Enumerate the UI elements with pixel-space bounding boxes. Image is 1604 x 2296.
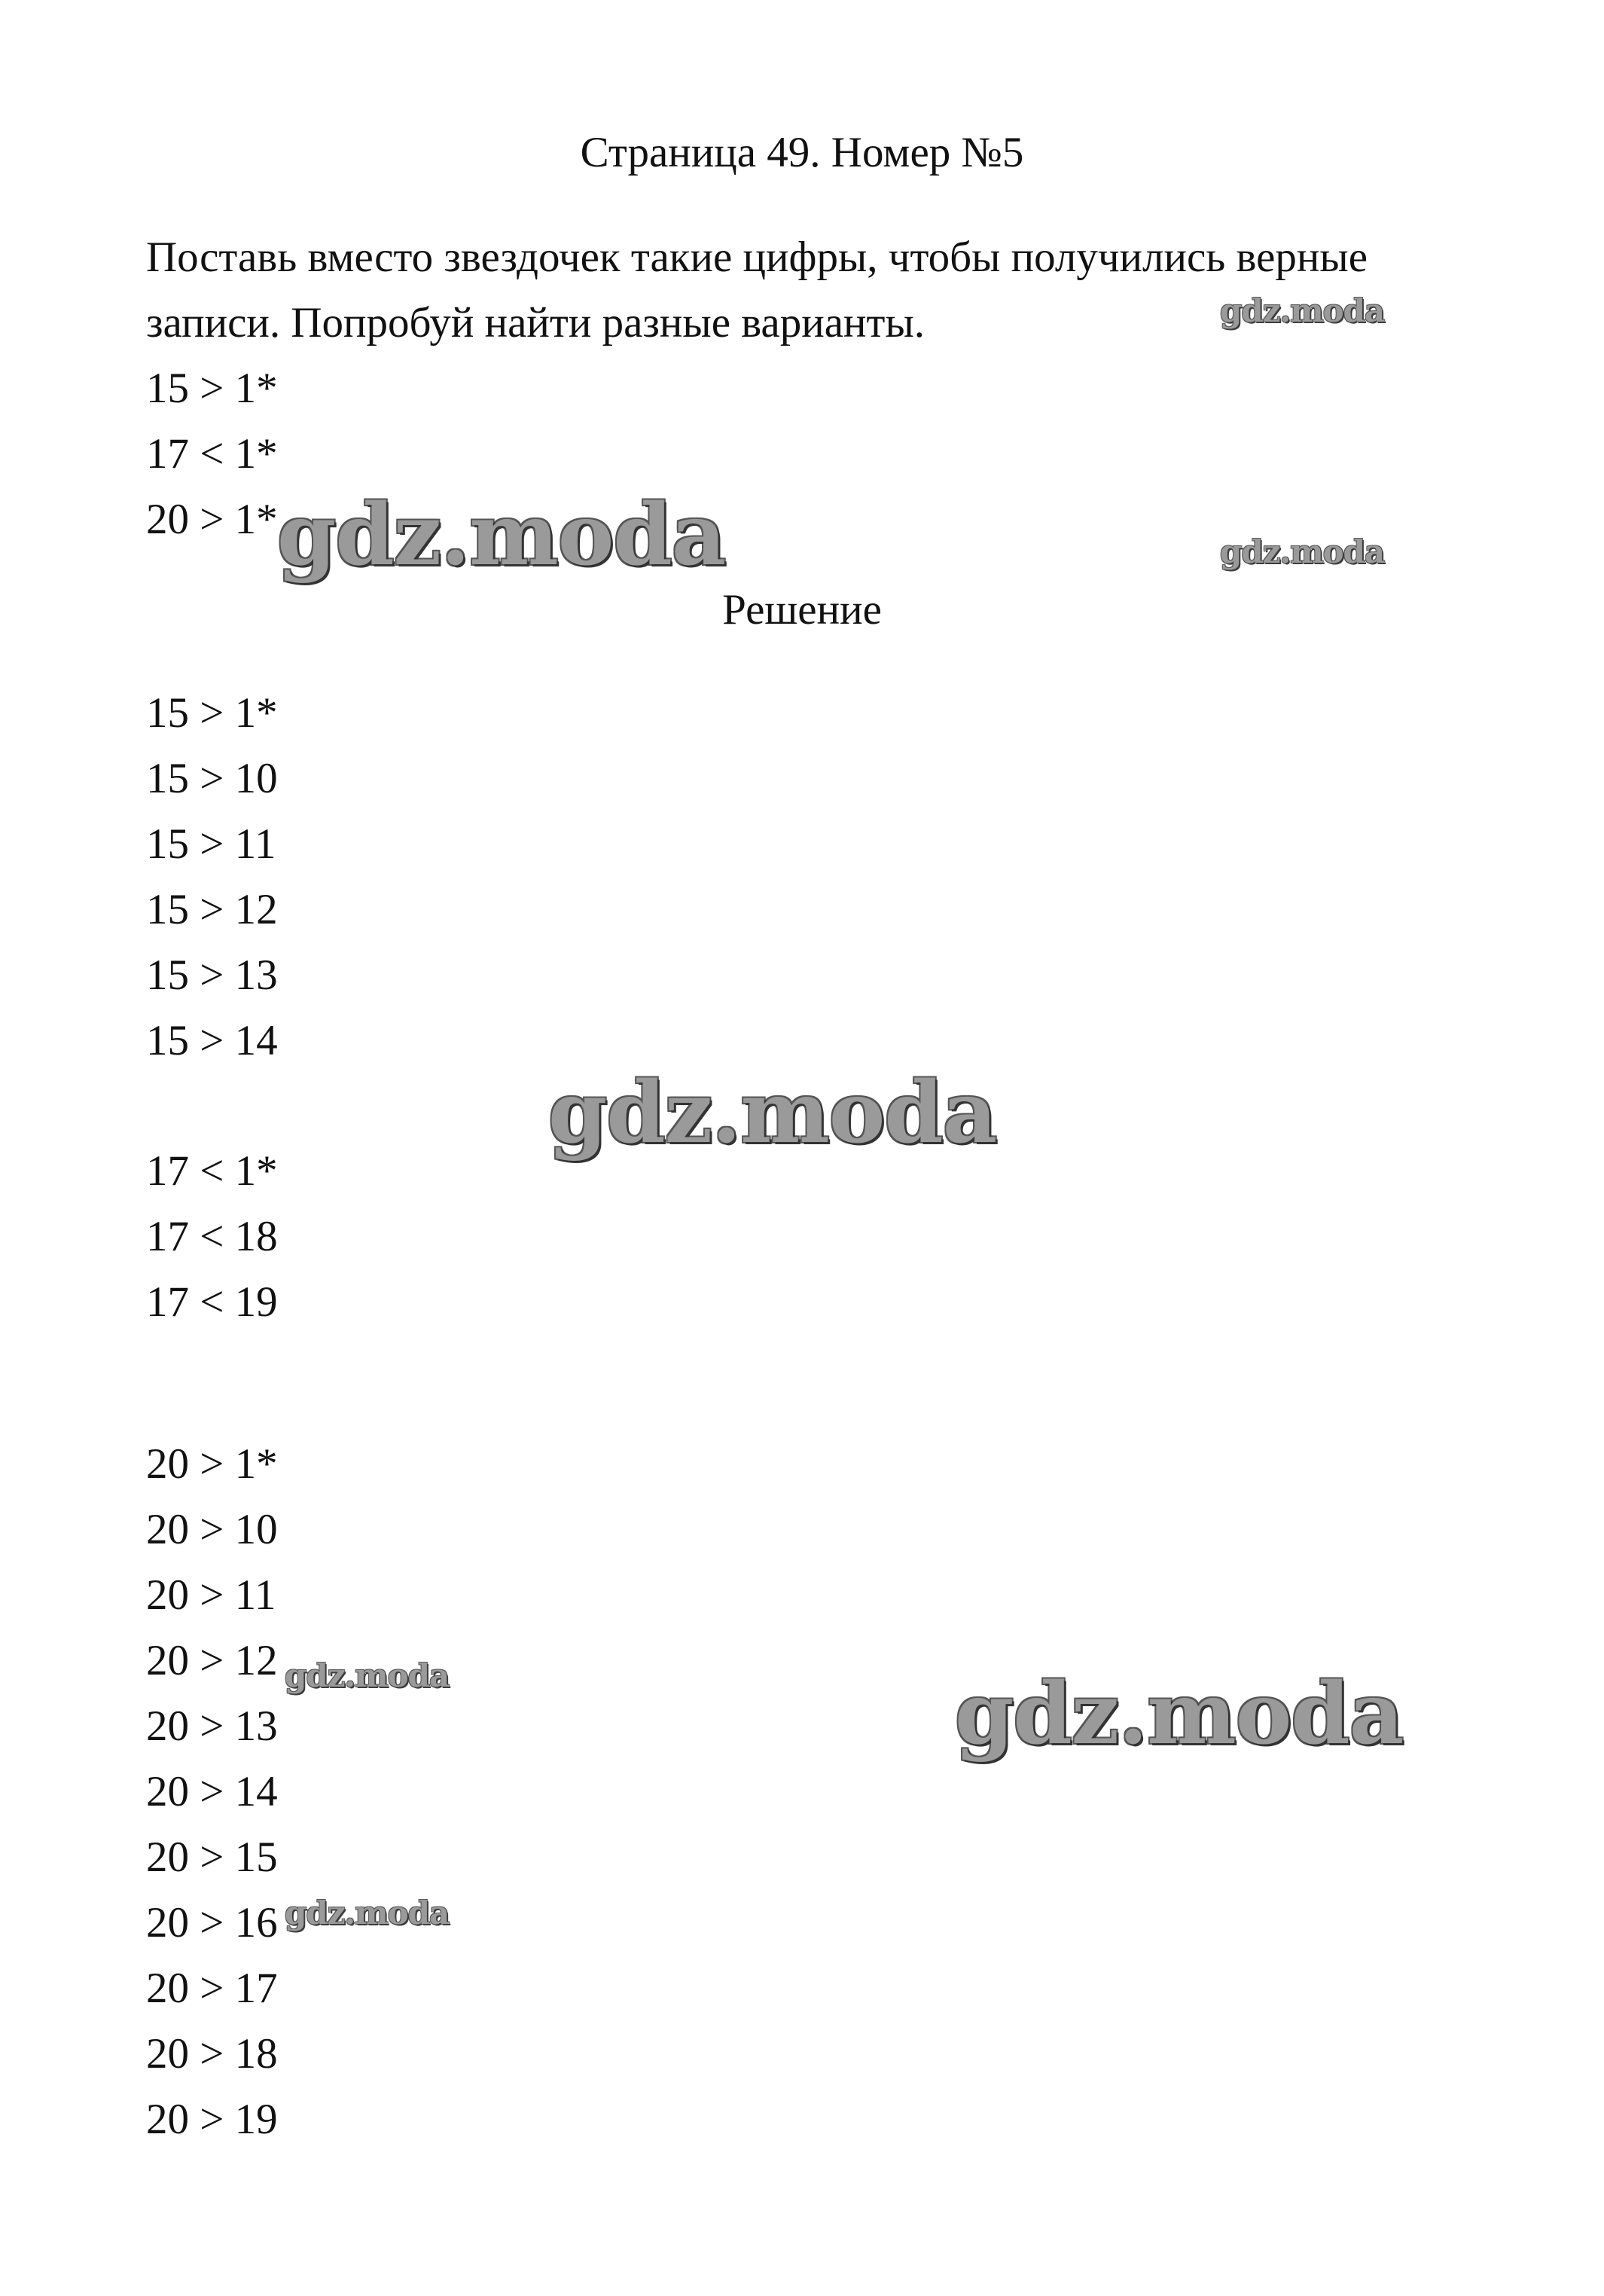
task-expressions (146, 356, 278, 552)
task-expression: 15 > 1* (146, 365, 278, 412)
task-line-1: Поставь вместо звездочек такие цифры, чтобы получились верные (146, 234, 1368, 281)
solution-expression: 20 > 1* (146, 1440, 278, 1488)
solution-expression: 15 > 12 (146, 886, 278, 933)
solution-expression: 20 > 10 (146, 1506, 278, 1553)
task-statement (146, 224, 1441, 356)
solution-expression: 15 > 1* (146, 689, 278, 737)
solution-expression: 20 > 13 (146, 1702, 278, 1750)
solution-group-15 (146, 680, 278, 1073)
task-expression: 20 > 1* (146, 496, 278, 543)
page-title: Страница 49. Номер №5 (580, 129, 1024, 176)
solution-expression: 20 > 16 (146, 1899, 278, 1946)
solution-expression: 20 > 15 (146, 1833, 278, 1881)
watermark-logo: gdz.moda (277, 486, 726, 585)
watermark-logo: gdz.moda (548, 1064, 997, 1162)
solution-group-20 (146, 1431, 278, 2152)
solution-expression: 20 > 17 (146, 1965, 278, 2012)
watermark-logo: gdz.moda (285, 1895, 450, 1931)
watermark-logo: gdz.moda (1220, 292, 1385, 329)
solution-expression: 15 > 14 (146, 1017, 278, 1064)
solution-heading: Решение (722, 586, 882, 634)
solution-expression: 15 > 11 (146, 820, 276, 868)
watermark-logo: gdz.moda (285, 1657, 450, 1694)
solution-expression: 20 > 19 (146, 2096, 278, 2143)
solution-expression: 17 < 1* (146, 1147, 278, 1195)
solution-expression: 15 > 13 (146, 951, 278, 999)
solution-group-17 (146, 1138, 278, 1335)
solution-expression: 20 > 12 (146, 1637, 278, 1684)
watermark-logo: gdz.moda (955, 1665, 1404, 1763)
watermark-logo: gdz.moda (1220, 533, 1385, 570)
task-expression: 17 < 1* (146, 430, 278, 478)
solution-expression: 15 > 10 (146, 755, 278, 802)
solution-expression: 20 > 18 (146, 2030, 278, 2078)
solution-expression: 17 < 19 (146, 1278, 278, 1326)
solution-expression: 17 < 18 (146, 1213, 278, 1260)
solution-expression: 20 > 14 (146, 1768, 278, 1815)
solution-expression: 20 > 11 (146, 1571, 276, 1619)
task-line-2: записи. Попробуй найти разные варианты. (146, 299, 925, 347)
